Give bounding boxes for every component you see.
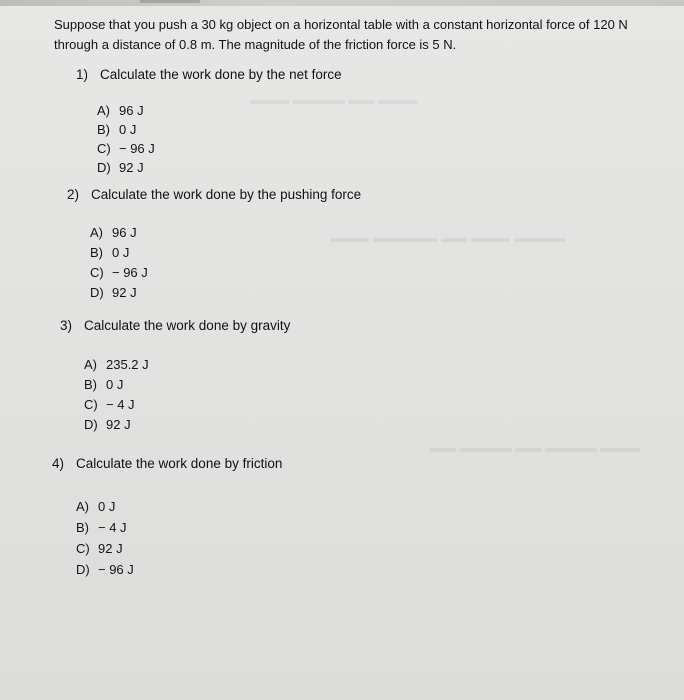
option-letter: B): [97, 122, 110, 137]
option-letter: A): [90, 225, 103, 240]
option-value: 92 J: [112, 285, 137, 300]
problem-statement: [54, 15, 664, 55]
question-number: 2): [67, 187, 80, 202]
option-letter: D): [84, 417, 98, 432]
option-b: [76, 518, 127, 537]
option-d: [76, 560, 134, 579]
option-c: [84, 395, 135, 414]
option-d: [84, 415, 131, 434]
question-prompt: Calculate the work done by the net force: [100, 67, 342, 82]
option-letter: A): [97, 103, 110, 118]
option-value: 92 J: [106, 417, 131, 432]
option-letter: B): [90, 245, 103, 260]
question-prompt: Calculate the work done by friction: [76, 456, 283, 471]
option-letter: D): [76, 562, 90, 577]
option-a: [84, 355, 149, 374]
option-value: − 96 J: [112, 265, 148, 280]
bleed-through-text: ▬▬▬ ▬▬ ▬▬▬▬ ▬▬▬: [250, 92, 417, 107]
option-letter: B): [84, 377, 97, 392]
option-value: − 96 J: [119, 141, 155, 156]
question-4: [52, 456, 282, 471]
question-number: 3): [60, 318, 73, 333]
option-c: [90, 263, 148, 282]
option-letter: A): [76, 499, 89, 514]
option-value: − 4 J: [106, 397, 135, 412]
option-value: 0 J: [98, 499, 116, 514]
option-c: [76, 539, 123, 558]
option-letter: D): [97, 160, 111, 175]
option-c: [97, 139, 155, 158]
option-letter: B): [76, 520, 89, 535]
option-value: 0 J: [119, 122, 137, 137]
question-prompt: Calculate the work done by the pushing force: [91, 187, 362, 202]
option-value: 92 J: [119, 160, 144, 175]
option-a: [76, 497, 115, 516]
option-letter: D): [90, 285, 104, 300]
option-a: [97, 101, 144, 120]
option-value: 0 J: [112, 245, 130, 260]
option-value: − 4 J: [98, 520, 127, 535]
option-value: 235.2 J: [106, 357, 149, 372]
option-b: [90, 243, 129, 262]
question-2: [67, 187, 361, 202]
option-b: [84, 375, 123, 394]
option-value: 96 J: [112, 225, 137, 240]
option-a: [90, 223, 137, 242]
option-value: 0 J: [106, 377, 124, 392]
option-value: 92 J: [98, 541, 123, 556]
option-letter: C): [97, 141, 111, 156]
option-value: 96 J: [119, 103, 144, 118]
question-number: 4): [52, 456, 65, 471]
option-b: [97, 120, 136, 139]
option-d: [90, 283, 137, 302]
option-d: [97, 158, 144, 177]
option-letter: C): [84, 397, 98, 412]
question-1: [76, 67, 342, 82]
option-letter: A): [84, 357, 97, 372]
problem-line-2: through a distance of 0.8 m. The magnitude of the friction force is 5 N.: [54, 37, 457, 52]
bleed-through-text: ▬▬▬▬ ▬▬▬ ▬▬ ▬▬▬▬▬ ▬▬▬: [330, 230, 566, 245]
bleed-through-text: ▬▬▬ ▬▬▬▬ ▬▬ ▬▬▬▬ ▬▬: [430, 440, 640, 455]
problem-line-1: Suppose that you push a 30 kg object on a horizontal table with a constant horizontal force of 120 N: [54, 17, 628, 32]
option-letter: C): [90, 265, 104, 280]
option-value: − 96 J: [98, 562, 134, 577]
option-letter: C): [76, 541, 90, 556]
question-prompt: Calculate the work done by gravity: [84, 318, 291, 333]
question-3: [60, 318, 290, 333]
question-number: 1): [76, 67, 89, 82]
